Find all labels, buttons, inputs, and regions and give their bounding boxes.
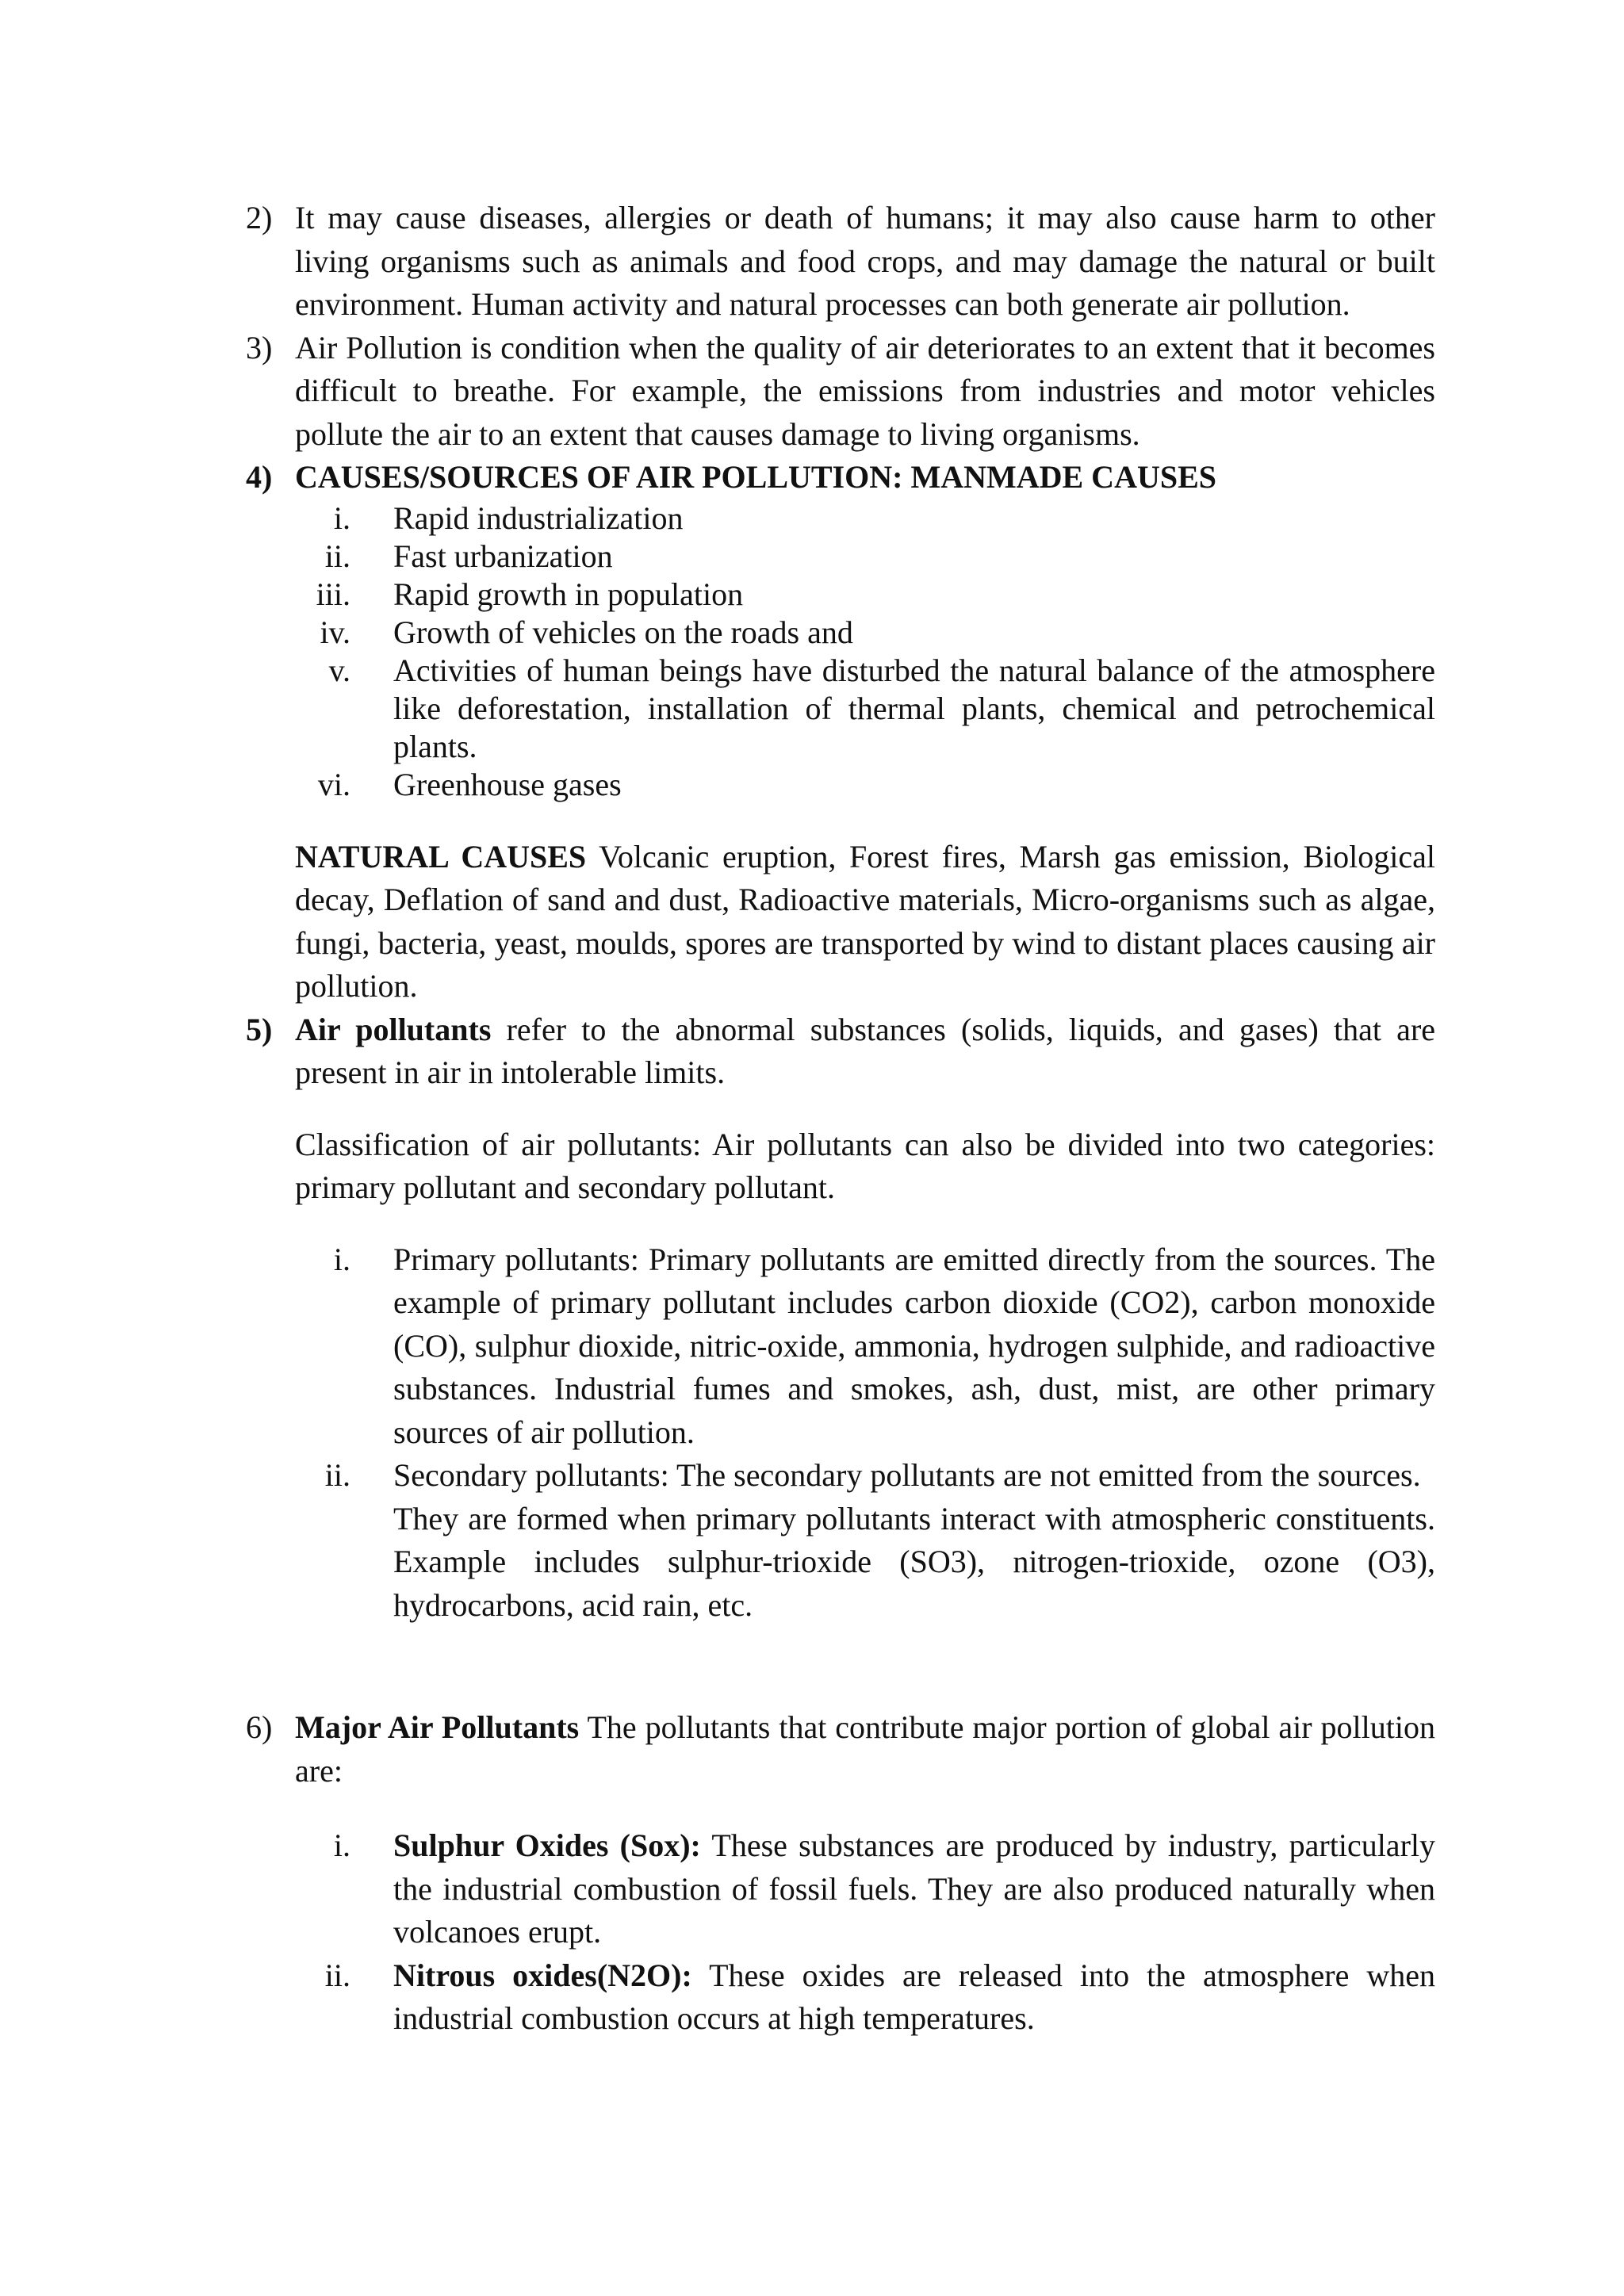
roman-numeral: vi. <box>317 766 350 802</box>
classification-paragraph <box>246 1123 1435 1210</box>
item-number: 2) <box>246 200 273 235</box>
natural-causes-text: Volcanic eruption, Forest fires, Marsh gas emission, Biological decay, Deflation of sand and dust, Radioactive materials, Micro-organisms such as algae, fungi, bacteria, yeast, moulds, spores are transported by wind to distant places causing air pollution. <box>295 838 1436 1004</box>
sub-item <box>246 766 1435 804</box>
sub-item <box>246 538 1435 576</box>
sub-item-continuation <box>246 1498 1435 1628</box>
spacer <box>246 1793 1435 1824</box>
sub-item-text: These oxides are released into the atmosphere when industrial combustion occurs at high temperatures. <box>393 1957 1435 2036</box>
list-item-4 <box>246 456 1435 499</box>
item-number: 3) <box>246 329 273 365</box>
term-label: Air pollutants <box>295 1011 492 1047</box>
list-item-3 <box>246 327 1435 457</box>
item-number: 5) <box>246 1011 273 1047</box>
list-item-6 <box>246 1706 1435 1793</box>
sub-item-text: Primary pollutants: Primary pollutants are emitted directly from the sources. The example of primary pollutant includes carbon dioxide (CO2), carbon monoxide (CO), sulphur dioxide, nitric-oxide, ammonia, hydrogen sulphide, and radioactive substances. Industrial fumes and smokes, ash, dust, mist, are other primary sources of air pollution. <box>393 1241 1435 1450</box>
sub-item-text: Rapid industrialization <box>393 499 684 536</box>
sub-item <box>246 1454 1435 1498</box>
sub-item-text: Greenhouse gases <box>393 766 622 802</box>
natural-causes-label: NATURAL CAUSES <box>295 838 587 874</box>
sub-item <box>246 652 1435 766</box>
spacer <box>246 804 1435 836</box>
item-text: Air Pollution is condition when the quality of air deteriorates to an extent that it becomes difficult to breathe. For example, the emissions from industries and motor vehicles pollute the air to an extent that causes damage to living organisms. <box>295 329 1435 452</box>
list-item-5 <box>246 1008 1435 1095</box>
roman-numeral: i. <box>333 1827 350 1863</box>
list-item-2 <box>246 197 1435 327</box>
spacer <box>246 1627 1435 1706</box>
natural-causes-paragraph <box>246 836 1435 1008</box>
sub-item <box>246 499 1435 538</box>
item-text: refer to the abnormal substances (solids, liquids, and gases) that are present in air in intolerable limits. <box>295 1011 1436 1090</box>
roman-numeral: v. <box>328 652 350 688</box>
classification-text: Classification of air pollutants: Air pollutants can also be divided into two categories: primary pollutant and secondary pollutant. <box>295 1126 1435 1205</box>
sub-item <box>246 1824 1435 1954</box>
item-text: It may cause diseases, allergies or death of humans; it may also cause harm to other living organisms such as animals and food crops, and may damage the natural or built environment. Human activity and natural processes can both generate air pollution. <box>295 200 1435 322</box>
roman-numeral: ii. <box>324 1957 350 1993</box>
roman-numeral: iii. <box>316 576 350 612</box>
pollutant-label: Nitrous oxides(N2O): <box>393 1957 692 1993</box>
section-heading: CAUSES/SOURCES OF AIR POLLUTION: MANMADE CAUSES <box>295 459 1217 495</box>
roman-numeral: i. <box>333 1241 350 1277</box>
roman-numeral: i. <box>333 499 350 536</box>
document-body <box>246 197 1435 2041</box>
sub-item <box>246 1238 1435 1455</box>
item-number: 6) <box>246 1709 273 1745</box>
sub-item-text: Secondary pollutants: The secondary pollutants are not emitted from the sources. <box>393 1457 1421 1493</box>
term-label: Major Air Pollutants <box>295 1709 580 1745</box>
item-number: 4) <box>246 459 273 495</box>
item-text: The pollutants that contribute major portion of global air pollution are: <box>295 1709 1435 1789</box>
sub-item <box>246 614 1435 652</box>
sub-item-text: Fast urbanization <box>393 538 613 574</box>
spacer <box>246 1095 1435 1123</box>
sub-item <box>246 576 1435 614</box>
sub-item-text: These substances are produced by industry, particularly the industrial combustion of fossil fuels. They are also produced naturally when volcanoes erupt. <box>393 1827 1435 1950</box>
roman-numeral: iv. <box>320 614 350 650</box>
sub-item-text: They are formed when primary pollutants interact with atmospheric constituents. Example includes sulphur-trioxide (SO3), nitrogen-trioxide, ozone (O3), hydrocarbons, acid rain, etc. <box>393 1500 1435 1623</box>
sub-item-text: Activities of human beings have disturbed the natural balance of the atmosphere like deforestation, installation of thermal plants, chemical and petrochemical plants. <box>393 652 1435 764</box>
pollutant-label: Sulphur Oxides (Sox): <box>393 1827 701 1863</box>
roman-numeral: ii. <box>324 1457 350 1493</box>
sub-item-text: Growth of vehicles on the roads and <box>393 614 853 650</box>
roman-numeral: ii. <box>324 538 350 574</box>
spacer <box>246 1210 1435 1238</box>
sub-item-text: Rapid growth in population <box>393 576 744 612</box>
sub-item <box>246 1954 1435 2041</box>
